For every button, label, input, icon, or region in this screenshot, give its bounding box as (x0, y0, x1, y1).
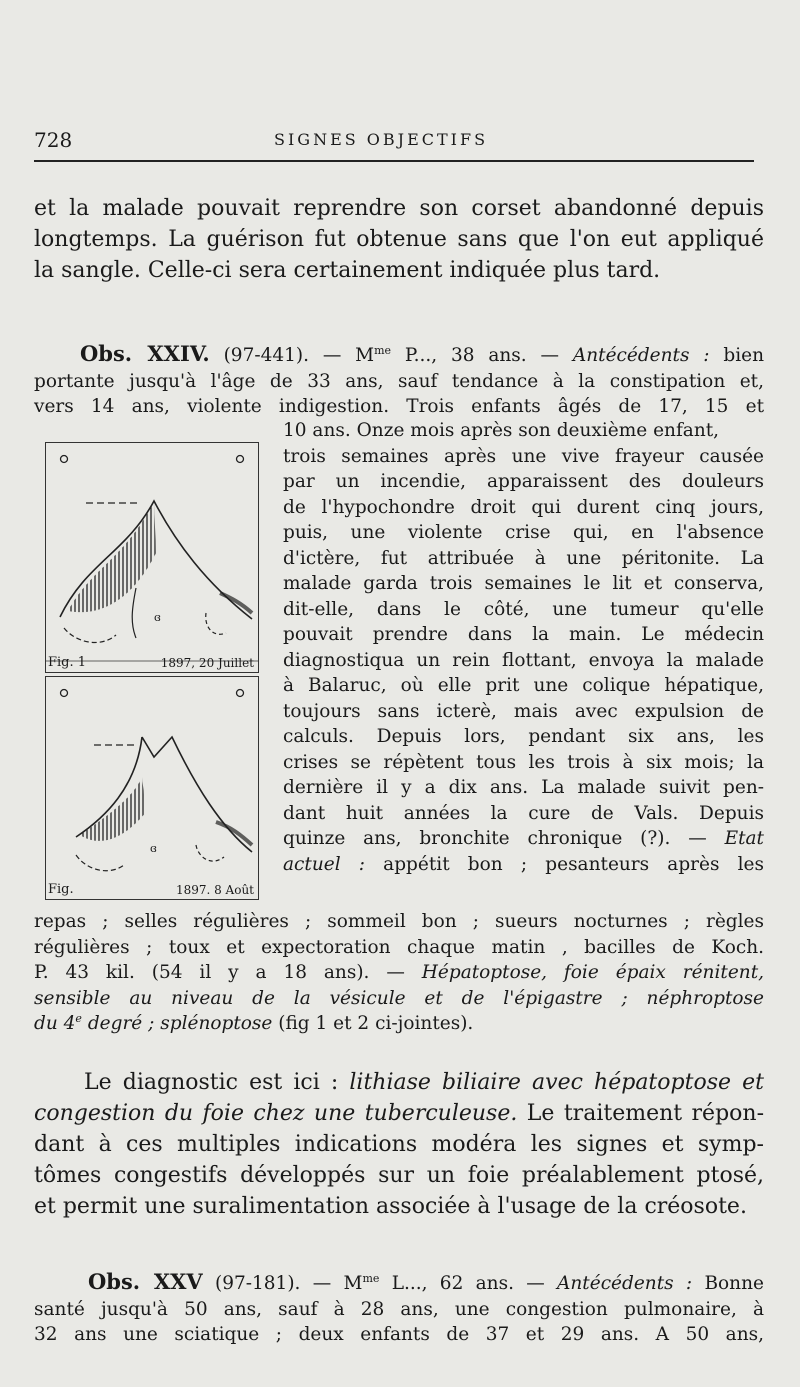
diagnosis-italic: Hépatoptose, foie épaix rénitent, (421, 962, 765, 983)
figure-1 (45, 442, 259, 673)
figure-1-date: 1897, 20 Juillet (160, 656, 254, 670)
text-fragment: lithiase biliaire avec hépatoptose et (349, 1070, 764, 1095)
obs-ref-sup: me (374, 343, 392, 357)
text-line (34, 1067, 764, 1098)
text-line: toujours sans icterè, mais avec expulsion de (283, 700, 764, 722)
text-fragment: (fig 1 et 2 ci-jointes). (272, 1013, 474, 1034)
text-fragment: quinze ans, bronchite chronique (?). — (283, 828, 725, 849)
text-line (34, 960, 764, 986)
text-fragment: du 4 (34, 1013, 76, 1034)
text-line: tômes congestifs développés sur un foie préalablement ptosé, (34, 1163, 764, 1188)
text-fragment: P. 43 kil. (54 il y a 18 ans). — (34, 962, 422, 983)
text-line: sensible au niveau de la vésicule et de l'épigastre ; néphroptose (34, 987, 764, 1009)
page-header (34, 122, 754, 158)
text-line: et permit une suralimentation associée à l'usage de la créosote. (34, 1194, 747, 1219)
text-line: malade garda trois semaines le lit et conserva, (283, 573, 764, 594)
text-line (283, 852, 764, 878)
svg-text:ɞ: ɞ (154, 611, 161, 624)
text-line: portante jusqu'à l'âge de 33 ans, sauf tendance à la constipation et, (34, 370, 764, 392)
text-line (34, 1269, 764, 1297)
text-line (34, 341, 764, 369)
figure-2-drawing (46, 677, 258, 898)
text-line: à Balaruc, où elle prit une colique hépatique, (283, 675, 764, 696)
obs-ref: (97-441). — M (223, 345, 375, 366)
text-line: repas ; selles régulières ; sommeil bon ; sueurs nocturnes ; règles (34, 911, 764, 932)
text-line: la sangle. Celle-ci sera certainement indiquée plus tard. (34, 258, 661, 283)
figure-2-caption: Fig. (48, 882, 74, 897)
obs-ref-after: L..., 62 ans. — (379, 1273, 558, 1294)
actuel-label: actuel : (283, 853, 366, 875)
running-head: SIGNES OBJECTIFS (274, 130, 489, 149)
svg-text:ɞ: ɞ (150, 842, 157, 855)
text-line: longtemps. La guérison fut obtenue sans que l'on eut appliqué (34, 227, 764, 252)
page-number: 728 (34, 128, 73, 152)
figure-1-caption: Fig. 1 (48, 655, 87, 670)
text-line: et la malade pouvait reprendre son corset abandonné depuis (34, 196, 764, 221)
antecedents-label: Antécédents : (572, 345, 710, 366)
figure-pair (45, 442, 261, 900)
text-fragment: appétit bon ; pesanteurs après les (365, 853, 764, 875)
text-line: santé jusqu'à 50 ans, sauf à 28 ans, une congestion pulmonaire, à (34, 1298, 764, 1320)
text-fragment: congestion du foie chez une tuberculeuse. (34, 1101, 518, 1126)
text-line: de l'hypochondre droit qui durent cinq jours, (283, 496, 764, 518)
obs-label: Obs. XXIV. (80, 341, 210, 366)
text-line: calculs. Depuis lors, pendant six ans, les (283, 726, 764, 747)
text-line: crises se répètent tous les trois à six mois; la (283, 751, 764, 773)
text-fragment: degré ; splénoptose (81, 1013, 273, 1034)
text-fragment: bien (709, 345, 765, 366)
text-line: d'ictère, fut attribuée à une péritonite. La (283, 547, 764, 569)
obs-ref: (97-181). — M (202, 1273, 363, 1294)
text-line: pouvait prendre dans la main. Le médecin (283, 624, 764, 645)
text-line: dit-elle, dans le côté, une tumeur qu'elle (283, 598, 764, 620)
text-line: trois semaines après une vive frayeur causée (283, 445, 764, 467)
diagnosis-paragraph (34, 1067, 764, 1222)
text-line: dernière il y a dix ans. La malade suivit pen- (283, 777, 764, 798)
text-line: puis, une violente crise qui, en l'absence (283, 522, 764, 543)
figure-2 (45, 676, 259, 900)
obs-label: Obs. XXV (88, 1269, 203, 1294)
antecedents-label: Antécédents : (557, 1273, 693, 1294)
text-line (34, 1011, 764, 1037)
text-line: diagnostiqua un rein flottant, envoya la malade (283, 649, 764, 671)
text-line: dant à ces multiples indications modéra les signes et symp- (34, 1132, 764, 1157)
figure-2-date: 1897. 8 Août (175, 883, 254, 897)
obs-ref-sup: me (362, 1271, 380, 1285)
text-fragment: Le diagnostic est ici : (84, 1070, 350, 1095)
text-line: 32 ans une sciatique ; deux enfants de 37 et 29 ans. A 50 ans, (34, 1324, 764, 1345)
obs-ref-after: P..., 38 ans. — (391, 345, 573, 366)
text-line: vers 14 ans, violente indigestion. Trois enfants âgés de 17, 15 et (34, 396, 764, 417)
text-line: dant huit années la cure de Vals. Depuis (283, 802, 764, 824)
figure-1-drawing (46, 443, 258, 671)
obs-25-paragraph (34, 1269, 764, 1348)
text-line (34, 1098, 764, 1129)
header-rule (34, 160, 754, 162)
obs-24-continued (34, 909, 764, 1037)
text-line: régulières ; toux et expectoration chaque matin , bacilles de Koch. (34, 936, 764, 958)
text-fragment: Le traitement répon- (517, 1101, 764, 1126)
text-line: par un incendie, apparaissent des douleurs (283, 471, 764, 492)
text-sup: e (75, 1011, 82, 1025)
text-fragment: Bonne (692, 1273, 764, 1294)
text-line (283, 826, 764, 852)
obs-24-beside-figure (283, 418, 764, 877)
intro-paragraph (34, 193, 764, 286)
etat-label: Etat (724, 828, 764, 849)
obs-24-intro (34, 341, 764, 420)
text-line: 10 ans. Onze mois après son deuxième enfant, (283, 420, 720, 441)
